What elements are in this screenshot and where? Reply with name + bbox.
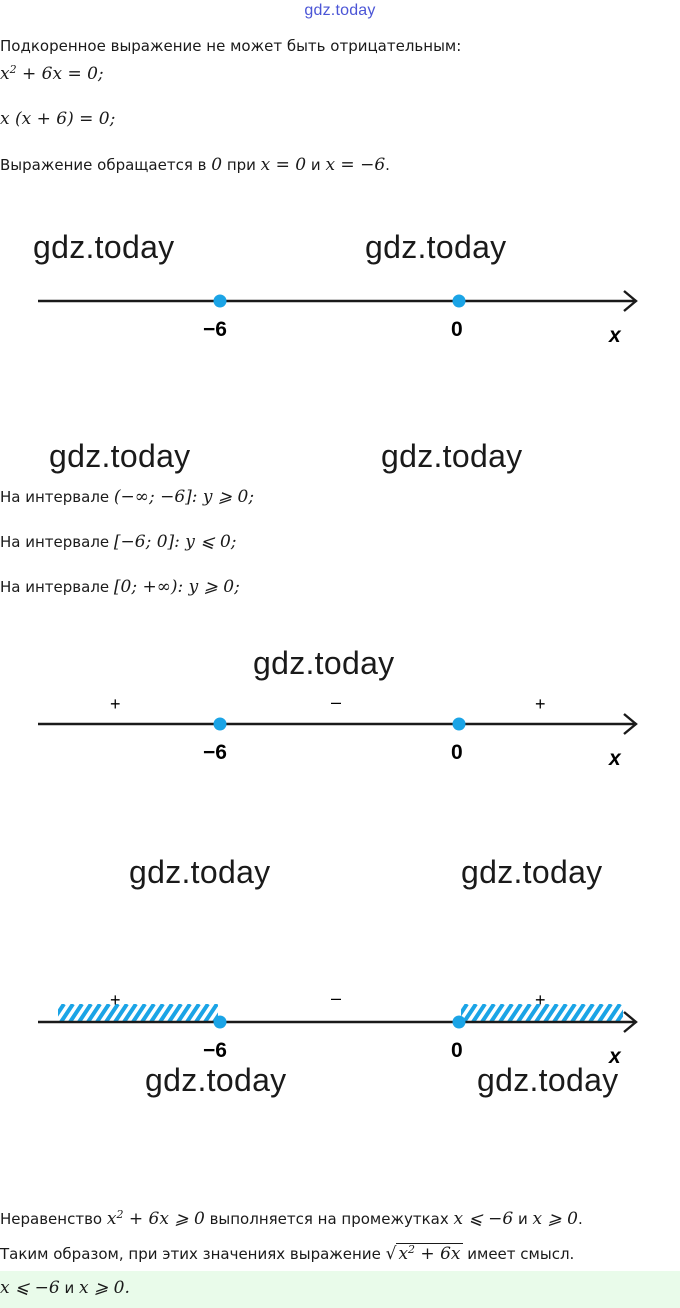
- watermark: gdz.today: [477, 1062, 619, 1098]
- interval-1-text: На интервале (−∞; −6]: y ⩾ 0;: [0, 487, 255, 507]
- sqrt-expression: √ $x^2 + 6x$: [385, 1243, 461, 1264]
- conclusion-2: Таким образом, при этих значениях выражение √ $x^2 + 6x$ имеет смысл.: [0, 1243, 575, 1264]
- tick-label-minus6: −6: [203, 318, 227, 341]
- equation-1: $x^2 + 6x = 0$;: [0, 63, 104, 84]
- watermark: gdz.today: [461, 854, 603, 890]
- watermark: gdz.today: [253, 645, 395, 681]
- sign-plus-left: +: [110, 694, 121, 714]
- hatch-left: [52, 1004, 226, 1022]
- watermark: gdz.today: [365, 229, 507, 265]
- number-line-1: [0, 280, 680, 350]
- tick-label-minus6: −6: [203, 1039, 227, 1062]
- tick-label-zero: 0: [451, 741, 463, 764]
- watermark: gdz.today: [381, 438, 523, 474]
- conclusion-1: Неравенство $x^2 + 6x$ ⩾ 0 выполняется на промежутках x ⩽ −6 и x ⩾ 0.: [0, 1208, 583, 1229]
- intro-text: Подкоренное выражение не может быть отрицательным:: [0, 37, 462, 55]
- point-zero: [453, 1016, 466, 1029]
- top-watermark: gdz.today: [304, 2, 376, 19]
- answer-text: x ⩽ −6 и x ⩾ 0.: [0, 1278, 130, 1298]
- point-minus6: [214, 295, 227, 308]
- number-line-3: [0, 986, 680, 1068]
- tick-label-minus6: −6: [203, 741, 227, 764]
- interval-2-text: На интервале [−6; 0]: y ⩽ 0;: [0, 532, 237, 552]
- axis-var-label: x: [609, 324, 621, 347]
- point-zero: [453, 295, 466, 308]
- point-zero: [453, 718, 466, 731]
- sign-minus-middle: –: [331, 988, 342, 1008]
- watermark: gdz.today: [33, 229, 175, 265]
- watermark: gdz.today: [129, 854, 271, 890]
- axis-var-label: x: [609, 1045, 621, 1068]
- sign-plus-left: +: [110, 990, 121, 1010]
- number-line-2: [0, 690, 680, 772]
- equation-2: x (x + 6) = 0;: [0, 109, 116, 129]
- sign-plus-right: +: [535, 694, 546, 714]
- tick-label-zero: 0: [451, 318, 463, 341]
- tick-label-zero: 0: [451, 1039, 463, 1062]
- watermark: gdz.today: [145, 1062, 287, 1098]
- interval-3-text: На интервале [0; +∞): y ⩾ 0;: [0, 577, 240, 597]
- watermark: gdz.today: [49, 438, 191, 474]
- sign-plus-right: +: [535, 990, 546, 1010]
- point-minus6: [214, 718, 227, 731]
- roots-text: Выражение обращается в 0 при x = 0 и x = −6.: [0, 155, 390, 175]
- axis-var-label: x: [609, 747, 621, 770]
- point-minus6: [214, 1016, 227, 1029]
- sign-minus-middle: –: [331, 692, 342, 712]
